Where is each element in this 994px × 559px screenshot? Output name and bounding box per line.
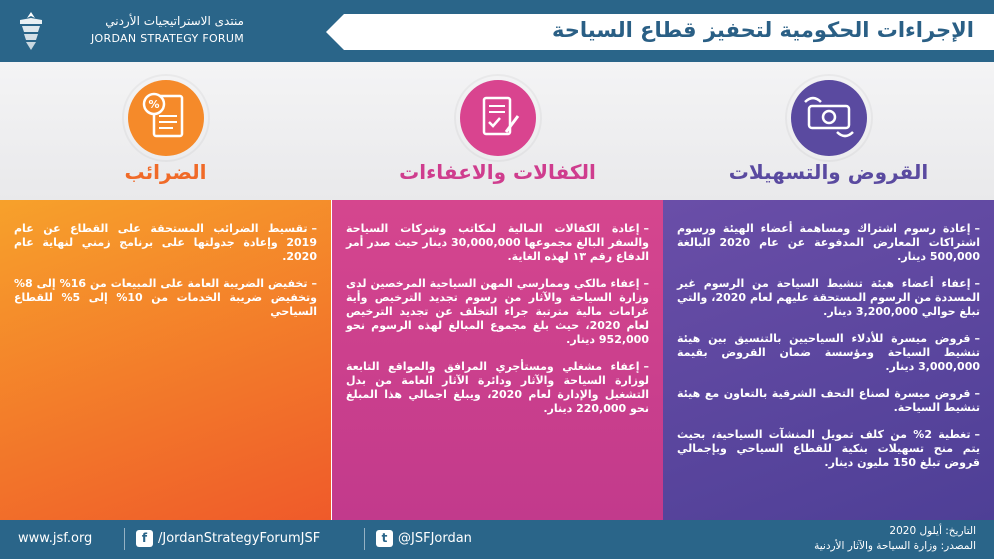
- list-item: –إعادة الكفالات المالية لمكاتب وشركات السياحة والسفر البالغ مجموعها 30,000,000 دينار حيث صدر أمر الدفاع رقم ١٣ لهذه الغاية.: [346, 222, 649, 263]
- tax-document-icon: [128, 80, 204, 156]
- list-item: –تقسيط الضرائب المستحقة على القطاع عن عام 2019 وإعادة جدولتها على برنامج زمني لنهاية عام 2020.: [14, 222, 317, 263]
- panel-loans: [663, 200, 994, 520]
- facebook-icon: f: [136, 530, 153, 547]
- taxes-list: [14, 222, 317, 332]
- guarantees-list: [346, 222, 649, 429]
- footer-divider: [364, 528, 365, 550]
- list-item: –إعفاء مالكي وممارسي المهن السياحية المرخصين لدى وزارة السياحة والآثار من رسوم تجديد الترخيص وأية غرامات مالية مترتبة جراء التخلف عن تجديد الترخيص لعام 2020، حيث بلغ مجموع المبالغ لهذه الرسوم نحو 952,000 دينار.: [346, 277, 649, 346]
- page-title: الإجراءات الحكومية لتحفيز قطاع السياحة: [552, 18, 974, 42]
- panel-guarantees: [332, 200, 663, 520]
- logo-text-arabic: منتدى الاستراتيجيات الأردني: [105, 14, 244, 28]
- list-item: –تخفيض الضريبة العامة على المبيعات من 16% إلى 8% وتخفيض ضريبة الخدمات من 10% إلى 5% للقطاع السياحي: [14, 277, 318, 318]
- logo: [10, 8, 250, 54]
- column-title-guarantees: الكفالات والاعفاءات: [399, 160, 596, 184]
- facebook-link[interactable]: f /JordanStrategyForumJSF: [136, 530, 320, 547]
- footer-divider: [124, 528, 125, 550]
- list-item: –قروض ميسرة للأدلاء السياحيين بالتنسيق بين هيئة تنشيط السياحة ومؤسسة ضمان القروض بقيمة 3,000,000 دينار.: [677, 332, 980, 373]
- jsf-emblem-icon: [14, 10, 48, 52]
- panel-taxes: [0, 200, 331, 520]
- twitter-link[interactable]: t @JSFJordan: [376, 530, 472, 547]
- list-item: –تغطية 2% من كلف تمويل المنشآت السياحية، بحيث يتم منح تسهيلات بنكية للقطاع السياحي وبإجمالي قروض تبلغ 150 مليون دينار.: [677, 428, 981, 469]
- date-text: التاريخ: أيلول 2020: [889, 525, 976, 537]
- handshake-money-icon: [791, 80, 867, 156]
- source-text: المصدر: وزارة السياحة والآثار الأردنية: [814, 540, 976, 552]
- footer-bar: [0, 520, 994, 559]
- list-item: –إعادة رسوم اشتراك ومساهمة أعضاء الهيئة ورسوم اشتراكات المعارض المدفوعة عن عام 2020 البالغة 500,000 دينار.: [677, 222, 980, 263]
- svg-text:%: %: [147, 98, 160, 111]
- column-guarantees: [332, 62, 663, 520]
- loans-list: [677, 222, 980, 483]
- list-item: –إعفاء أعضاء هيئة تنشيط السياحة من الرسوم غير المسددة من الرسوم المستحقة عليهم لعام 2020، والتي تبلغ حوالي 3,200,000 دينار.: [677, 277, 980, 318]
- source-block: [756, 524, 976, 554]
- column-title-taxes: الضرائب: [124, 160, 207, 184]
- twitter-icon: t: [376, 530, 393, 547]
- document-pen-icon: [460, 80, 536, 156]
- list-item: –قروض ميسرة لصناع التحف الشرقية بالتعاون مع هيئة تنشيط السياحة.: [677, 387, 980, 414]
- column-title-loans: القروض والتسهيلات: [728, 160, 929, 184]
- list-item: –إعفاء مشغلي ومستأجري المرافق والمواقع التابعة لوزارة السياحة والآثار ودائرة الآثار العامة من بدل التشغيل والإدارة لعام 2020، ويبلغ اجمالي هذا المبلغ نحو 220,000 دينار.: [346, 360, 649, 415]
- website-link[interactable]: www.jsf.org: [18, 531, 93, 546]
- logo-text-english: JORDAN STRATEGY FORUM: [91, 32, 244, 45]
- header-bar: [0, 0, 994, 62]
- column-taxes: [0, 62, 331, 520]
- column-loans: [663, 62, 994, 520]
- title-banner: [344, 14, 994, 50]
